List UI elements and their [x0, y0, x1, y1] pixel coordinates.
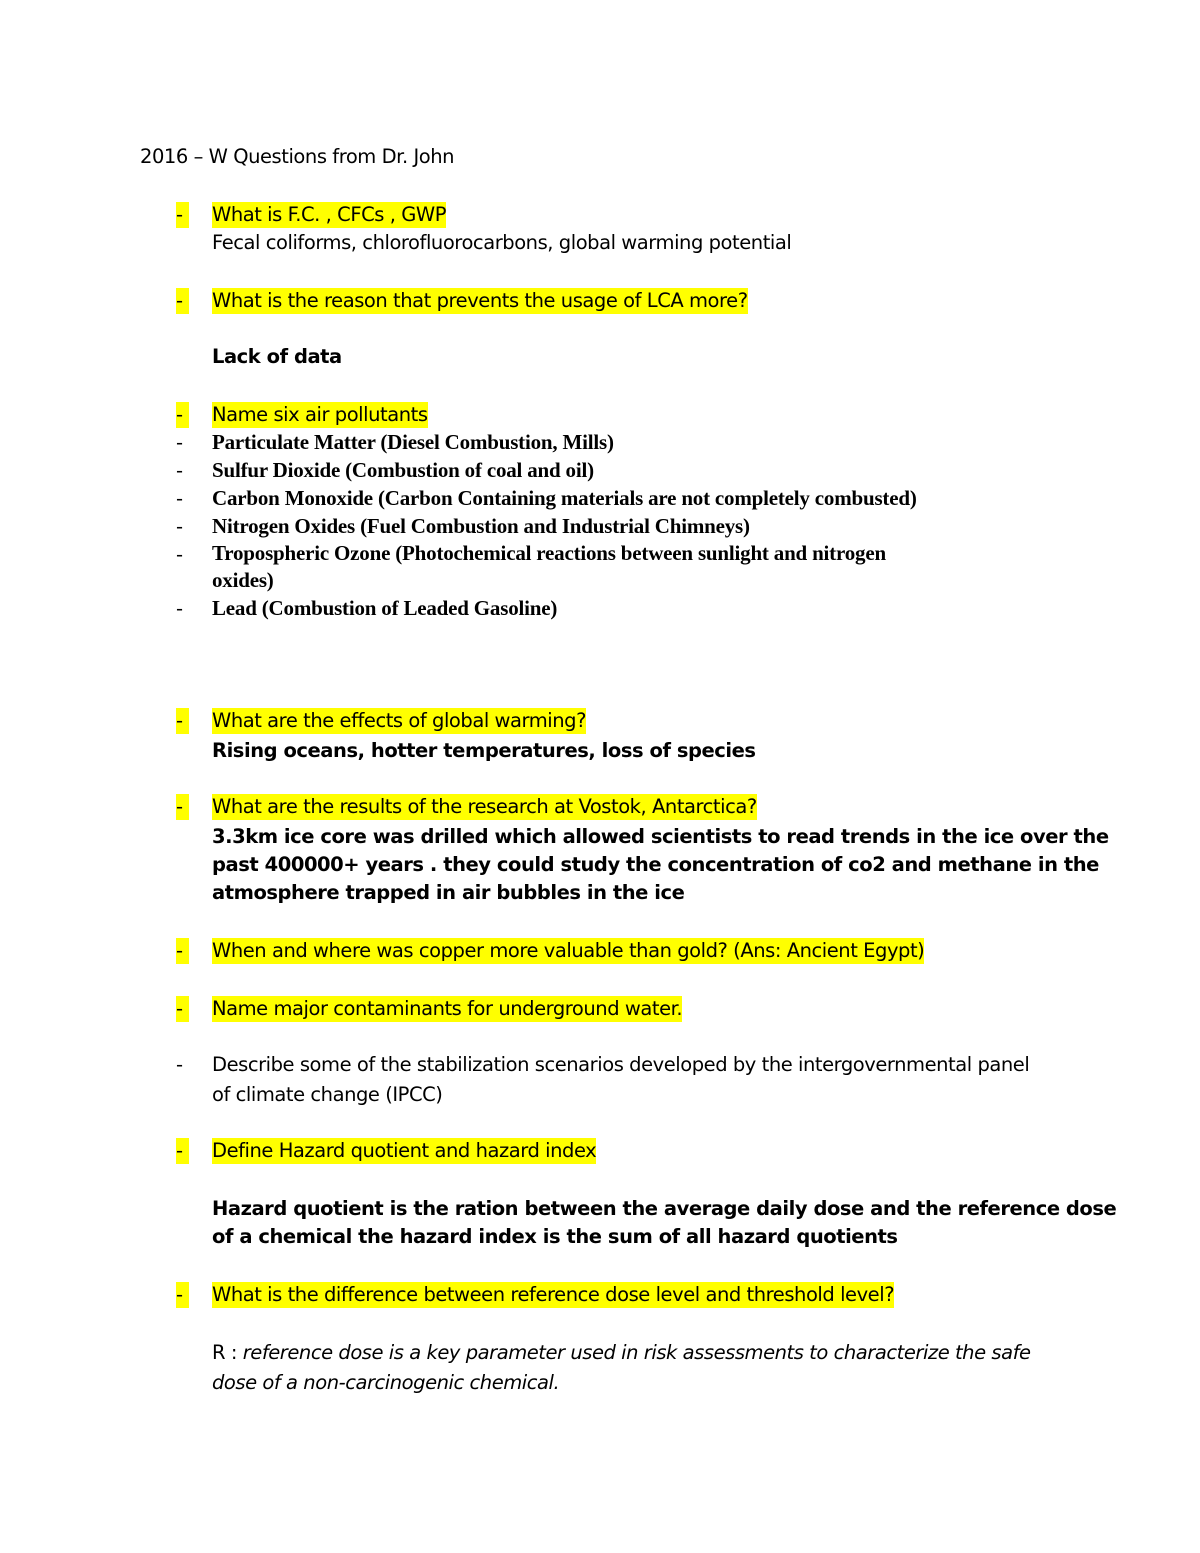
- bullet-dash: -: [176, 202, 189, 228]
- bullet-dash: -: [176, 459, 183, 482]
- pollutant-item: Tropospheric Ozone (Photochemical reactions between sunlight and nitrogen: [212, 541, 886, 565]
- answer-hazard-line: Hazard quotient is the ration between the average daily dose and the reference dose: [212, 1197, 1117, 1220]
- question-reference-dose: What is the difference between reference dose level and threshold level?: [212, 1283, 895, 1306]
- question-underground-water: Name major contaminants for underground water.: [212, 997, 683, 1020]
- bullet-dash: -: [176, 487, 183, 510]
- bullet-dash: -: [176, 597, 183, 620]
- answer-lca-usage: Lack of data: [212, 345, 342, 368]
- question-vostok-research: What are the results of the research at Vostok, Antarctica?: [212, 795, 757, 818]
- bullet-dash: -: [176, 1138, 189, 1164]
- bullet-dash: -: [176, 515, 183, 538]
- bullet-dash: -: [176, 402, 189, 428]
- pollutant-item: Carbon Monoxide (Carbon Containing materials are not completely combusted): [212, 486, 917, 510]
- question-lca-usage: What is the reason that prevents the usage of LCA more?: [212, 289, 748, 312]
- question-copper-gold: When and where was copper more valuable than gold? (Ans: Ancient Egypt): [212, 939, 925, 962]
- question-fc-cfcs-gwp: What is F.C. , CFCs , GWP: [212, 203, 447, 226]
- bullet-dash: -: [176, 1282, 189, 1308]
- answer-vostok-line: past 400000+ years . they could study the concentration of co2 and methane in the: [212, 853, 1099, 876]
- bullet-dash: -: [176, 543, 183, 566]
- bullet-dash: -: [176, 938, 189, 964]
- pollutant-item-continued: oxides): [212, 568, 274, 592]
- bullet-dash: -: [176, 431, 183, 454]
- answer-vostok-line: atmosphere trapped in air bubbles in the ice: [212, 881, 685, 904]
- question-air-pollutants: Name six air pollutants: [212, 403, 428, 426]
- document-title: 2016 – W Questions from Dr. John: [140, 145, 455, 168]
- question-hazard-quotient: Define Hazard quotient and hazard index: [212, 1139, 597, 1162]
- answer-reference-dose-line: [212, 1340, 1031, 1366]
- bullet-dash: -: [176, 794, 189, 820]
- answer-vostok-line: 3.3km ice core was drilled which allowed scientists to read trends in the ice over the: [212, 825, 1109, 848]
- answer-prefix: R :: [212, 1341, 243, 1364]
- bullet-dash: -: [176, 288, 189, 314]
- answer-reference-dose-text: reference dose is a key parameter used in risk assessments to characterize the safe: [242, 1341, 1031, 1364]
- pollutant-item: Sulfur Dioxide (Combustion of coal and oil): [212, 458, 594, 482]
- answer-global-warming-effects: Rising oceans, hotter temperatures, loss of species: [212, 739, 756, 762]
- question-ipcc-scenarios-continued: of climate change (IPCC): [212, 1083, 443, 1106]
- answer-reference-dose-line: dose of a non-carcinogenic chemical.: [212, 1371, 560, 1394]
- pollutant-item: Particulate Matter (Diesel Combustion, Mills): [212, 430, 614, 454]
- bullet-dash: -: [176, 708, 189, 734]
- pollutant-item: Lead (Combustion of Leaded Gasoline): [212, 596, 558, 620]
- question-global-warming-effects: What are the effects of global warming?: [212, 709, 587, 732]
- question-ipcc-scenarios: Describe some of the stabilization scenarios developed by the intergovernmental panel: [212, 1053, 1030, 1076]
- answer-hazard-line: of a chemical the hazard index is the sum of all hazard quotients: [212, 1225, 898, 1248]
- pollutant-item: Nitrogen Oxides (Fuel Combustion and Industrial Chimneys): [212, 514, 750, 538]
- bullet-dash: -: [176, 1053, 183, 1076]
- bullet-dash: -: [176, 996, 189, 1022]
- answer-fc-cfcs-gwp: Fecal coliforms, chlorofluorocarbons, global warming potential: [212, 231, 792, 254]
